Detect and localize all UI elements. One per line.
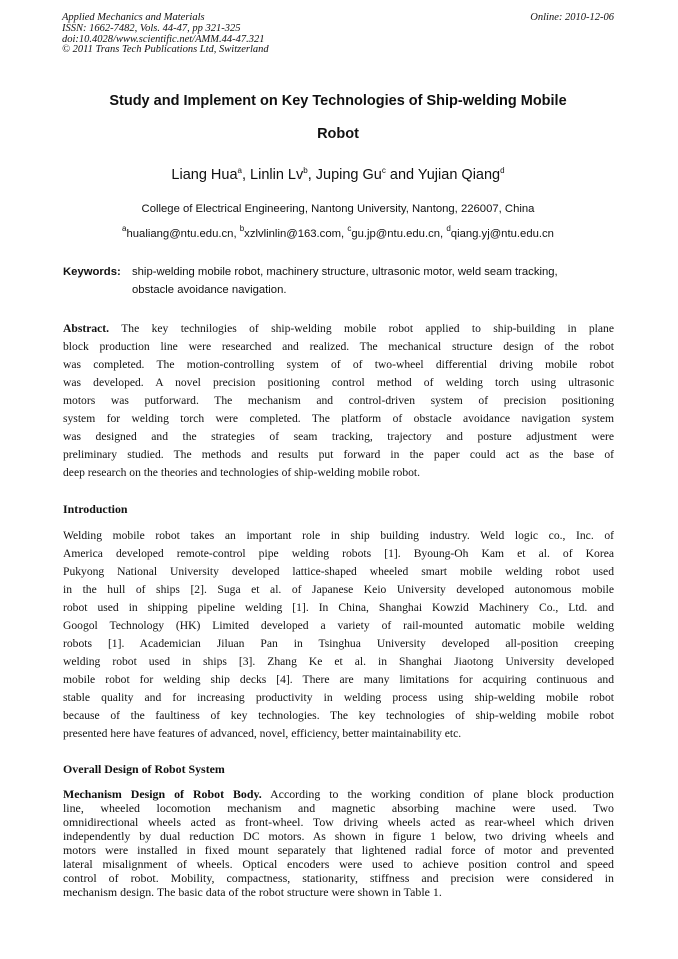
- abstract-line: system for welding torch were completed. The platform of obstacle avoidance navigation system: [63, 412, 614, 425]
- issn-line: ISSN: 1662-7482, Vols. 44-47, pp 321-325: [62, 22, 241, 34]
- paper-title-line-1: Study and Implement on Key Technologies of Ship-welding Mobile: [109, 93, 567, 109]
- author-list: [62, 167, 614, 183]
- intro-line: presented here have features of advanced, novel, efficiency, better maintainability etc.: [63, 727, 462, 740]
- intro-line: in the hull of ships [2]. Suga et al. of Japanese Keio University developed autonomous mobile: [63, 583, 614, 596]
- abstract-line: motors was putforward. The mechanism and control-driven system of precision positioning: [63, 394, 614, 407]
- author: Liang Hua$^a$,: [171, 166, 251, 183]
- intro-line: robots [1]. Academician Jiluan Pan in Tsinghua University developed all-position creeping: [63, 637, 614, 650]
- online-date: Online: 2010-12-06: [530, 12, 614, 23]
- journal-name: Applied Mechanics and Materials: [62, 12, 205, 23]
- overall-line: omnidirectional wheels acted as front-wheel. Tow driving wheels acted as rear-wheel which driven: [63, 815, 614, 829]
- email-link[interactable]: $^b$xzlvlinlin@163.com: [239, 224, 342, 240]
- abstract-label: Abstract.: [63, 322, 110, 335]
- overall-design-heading: Overall Design of Robot System: [63, 762, 225, 776]
- overall-line: mechanism design. The basic data of the robot structure were shown in Table 1.: [63, 885, 442, 899]
- author: Juping Gu$^c$ and: [315, 166, 418, 183]
- doi-line: doi:10.4028/www.scientific.net/AMM.44-47.321: [62, 33, 265, 45]
- copyright-line: © 2011 Trans Tech Publications Ltd, Switzerland: [62, 44, 269, 56]
- overall-line: control of robot. Mobility, compactness, stationarity, stiffness and precision were considered in: [63, 871, 614, 885]
- abstract-line: preliminary studied. The methods and results put forward in the paper could act as the base of: [63, 448, 614, 461]
- keywords-line: obstacle avoidance navigation.: [132, 284, 287, 296]
- journal-header: [62, 13, 269, 56]
- overall-line: motors were installed in fixed mount separately that lightened radial force of motor and prevented: [63, 843, 614, 857]
- intro-line: robot used in shipping pipeline welding [1]. In China, Shanghai Kowzid Machinery Co., Ltd. and: [63, 601, 614, 614]
- intro-line: Welding mobile robot takes an important role in ship building industry. Weld logic co., Inc. of: [63, 529, 614, 542]
- email-link[interactable]: $^d$qiang.yj@ntu.edu.cn: [446, 224, 554, 240]
- overall-line: lateral misalignment of wheels. Optical encoders were used to achieve position control and speed: [63, 857, 614, 871]
- overall-line: independently by dual reduction DC motors. As shown in figure 1 below, two driving wheels and: [63, 829, 614, 843]
- abstract-line: Abstract. The key technilogies of ship-welding mobile robot applied to ship-building in plane: [63, 322, 614, 335]
- intro-line: stable quality and for increasing productivity in welding process using ship-welding mobile robot: [63, 691, 614, 704]
- email-list: $^a$hualiang@ntu.edu.cn, $^b$xzlvlinlin@163.com, $^c$gu.jp@ntu.edu.cn, $^d$qiang.yj@ntu.edu.cn: [122, 224, 554, 240]
- keywords-line: ship-welding mobile robot, machinery structure, ultrasonic motor, weld seam tracking,: [132, 266, 558, 278]
- intro-line: because of the faultiness of key technologies. The key technologies of ship-welding mobile robot: [63, 709, 614, 722]
- author: Linlin Lv$^b$,: [250, 166, 316, 183]
- email-link[interactable]: $^a$hualiang@ntu.edu.cn: [122, 224, 234, 240]
- intro-line: America developed remote-control pipe welding robots [1]. Byoung-Oh Kam et al. of Korea: [63, 547, 614, 560]
- intro-line: mobile robot for welding ship decks [4]. There are many limitations for acquiring continuous and: [63, 673, 614, 686]
- paper-title-line-2: Robot: [317, 126, 359, 142]
- abstract-line: deep research on the theories and technologies of ship-welding mobile robot.: [63, 466, 421, 479]
- intro-line: welding robot used in ships [3]. Zhang Ke et al. in Shanghai Jiaotong University developed: [63, 655, 614, 668]
- intro-line: Pukyong National University developed lattice-shaped wheeled smart mobile welding robot used: [63, 565, 614, 578]
- keywords-label: Keywords:: [63, 266, 121, 278]
- abstract-line: block production line were researched and realized. The mechanical structure design of the robot: [63, 340, 614, 353]
- abstract-line: was developed. A novel precision positioning control method of welding torch using ultrasonic: [63, 376, 614, 389]
- email-link[interactable]: $^c$gu.jp@ntu.edu.cn: [347, 224, 441, 240]
- abstract-line: was designed and the strategies of seam tracking, trajectory and posture adjustment were: [63, 430, 614, 443]
- introduction-heading: Introduction: [63, 502, 128, 516]
- author: Yujian Qiang$^d$: [417, 166, 505, 183]
- affiliation: College of Electrical Engineering, Nantong University, Nantong, 226007, China: [141, 203, 535, 215]
- mechanism-subheading: Mechanism Design of Robot Body.: [63, 787, 262, 801]
- abstract-line: was completed. The motion-controlling system of of two-wheel differential driving mobile robot: [63, 358, 614, 371]
- intro-line: Googol Technology (HK) Limited developed a variety of rail-mounted automatic mobile welding: [63, 619, 614, 632]
- overall-line: Mechanism Design of Robot Body. According to the working condition of plane block production: [63, 787, 614, 801]
- overall-line: line, wheeled locomotion mechanism and magnetic absorbing machine were used. Two: [63, 801, 614, 815]
